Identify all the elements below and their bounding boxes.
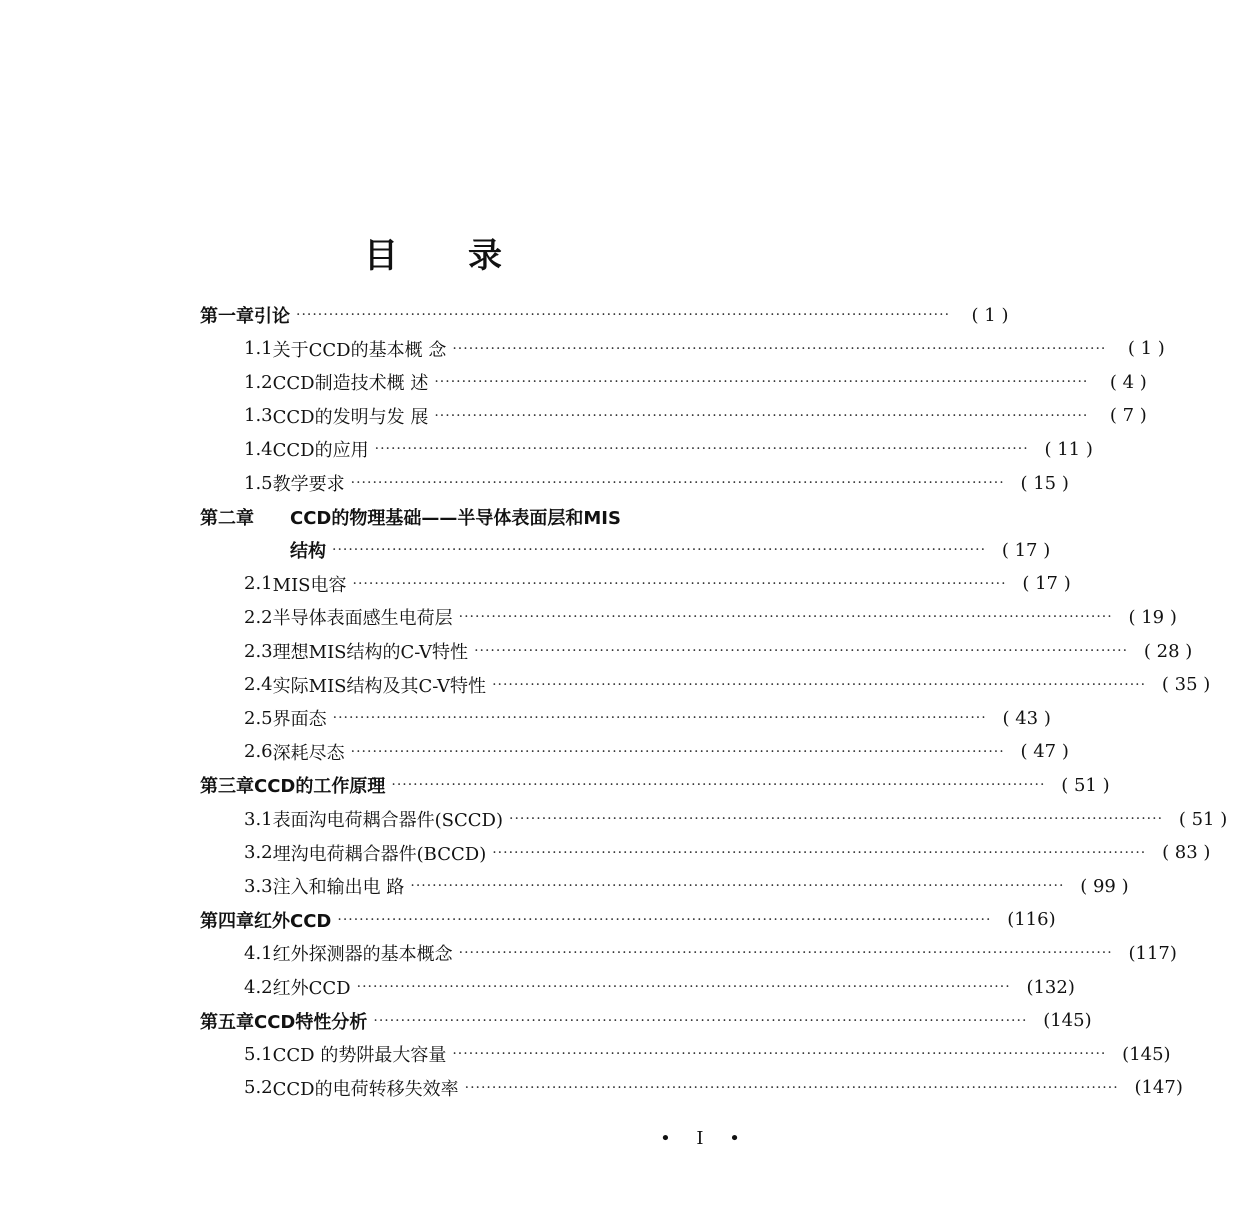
page-title [0,228,868,277]
page-number: ( 35 ) [1161,674,1211,696]
chapter-title: CCD的工作原理 [254,776,386,798]
chapter-number: 第三章 [200,776,254,798]
section-number: 2.6 [244,741,273,763]
section-title: CCD的电荷转移失效率 [272,1078,459,1100]
toc-chapter-row [200,502,760,532]
dot-leader: ························································································································ [332,710,987,727]
chapter-number: 第二章 [200,507,254,529]
chapter-number: 第五章 [200,1011,254,1033]
section-title: MIS电容 [272,574,347,596]
chapter-title: 引论 [254,306,290,327]
toc-section-row [200,838,1211,868]
toc-section-row [200,334,1165,364]
section-title: CCD制造技术概 述 [272,373,429,395]
page-number: ( 19 ) [1128,606,1177,628]
section-number: 5.2 [244,1077,273,1099]
dot-leader: ························································································································ [492,676,1147,693]
toc-section-row [200,367,1147,397]
section-title: 界面态 [272,709,327,731]
chapter-number: 第四章 [200,910,254,932]
dot-leader: ························································································································ [373,1012,1028,1029]
section-title: 注入和输出电 路 [272,877,405,899]
section-number: 3.2 [244,842,273,864]
page-number: (116) [1007,909,1056,931]
page-folio: • I • [660,1128,750,1149]
toc-chapter-row [200,300,1009,330]
dot-leader: ························································································································ [352,575,1007,592]
toc-section-row [200,703,1051,733]
dot-leader: ························································································································ [474,643,1129,659]
dot-leader: ························································································································ [350,743,1005,760]
chapter-title: CCD特性分析 [254,1011,368,1033]
section-number: 2.3 [244,640,273,662]
page-number: ( 28 ) [1143,640,1193,662]
section-title: 红外探测器的基本概念 [272,944,453,966]
dot-leader: ························································································································ [410,878,1065,895]
page-number: ( 15 ) [1020,472,1069,494]
dot-leader: ························································································································ [374,441,1029,458]
page-number: ( 51 ) [1061,774,1110,796]
section-number: 3.3 [244,875,273,897]
toc-section-row [200,972,1075,1002]
dot-leader: ························································································································ [434,374,1089,391]
section-number: 1.5 [244,472,273,494]
dot-leader: ························································································································ [332,542,987,559]
page-number: (147) [1134,1077,1183,1099]
page-number: ( 17 ) [1001,539,1051,561]
toc-chapter-row [200,1006,1092,1036]
section-number: 4.1 [244,942,273,964]
section-title: 深耗尽态 [272,742,345,764]
section-title: CCD的发明与发 展 [272,406,429,428]
toc-chapter-row [200,905,1056,935]
section-title: 实际MIS结构及其C-V特性 [272,675,487,697]
page-number: ( 4 ) [1109,371,1147,393]
page-number: ( 83 ) [1162,842,1211,864]
section-number: 3.1 [244,808,273,830]
toc-section-row [200,569,1071,599]
toc-section-row [200,1073,1183,1103]
toc-chapter-row [200,770,1110,800]
section-number: 2.5 [244,707,273,729]
section-title: 关于CCD的基本概 念 [272,339,447,361]
chapter-title: 结构 [290,541,326,563]
section-title: CCD 的势阱最大容量 [272,1045,447,1067]
page-number: ( 1 ) [1127,338,1165,360]
section-title: 红外CCD [272,978,351,999]
section-title: 教学要求 [272,474,345,495]
page-number: (145) [1122,1043,1171,1065]
toc-section-row [200,871,1129,901]
section-title: 表面沟电荷耦合器件(SCCD) [272,810,503,831]
page-number: (145) [1043,1010,1092,1032]
toc-section-row [200,602,1177,632]
page-number: ( 1 ) [971,304,1009,326]
toc-section-row [200,670,1211,700]
toc-chapter-row [200,535,1051,565]
page-number: ( 99 ) [1080,875,1129,897]
section-number: 4.2 [244,976,273,998]
section-title: 埋沟电荷耦合器件(BCCD) [272,843,487,865]
section-number: 1.2 [244,371,273,393]
section-number: 5.1 [244,1043,273,1065]
chapter-title: 红外CCD [254,910,332,932]
section-number: 1.3 [244,405,273,427]
page-number: ( 47 ) [1020,741,1069,763]
section-number: 2.1 [244,573,273,595]
page-number: ( 11 ) [1044,438,1093,460]
chapter-title: CCD的物理基础——半导体表面层和MIS [290,507,621,529]
dot-leader: ························································································································ [458,609,1113,626]
dot-leader: ························································································································ [509,811,1164,827]
toc-section-row [200,401,1147,431]
dot-leader: ························································································································ [458,945,1113,962]
page-number: ( 17 ) [1022,573,1071,595]
dot-leader: ························································································································ [452,1046,1107,1063]
dot-leader: ························································································································ [452,340,1107,357]
dot-leader: ························································································································ [434,407,1089,424]
dot-leader: ························································································································ [350,475,1005,491]
title-char-1: 目 [364,236,400,276]
section-number: 1.1 [244,338,273,360]
section-number: 1.4 [244,438,273,460]
page-number: ( 7 ) [1109,405,1147,427]
chapter-number: 第一章 [200,306,254,327]
dot-leader: ························································································································ [356,979,1011,995]
toc-section-row [200,804,1228,834]
page-number: ( 43 ) [1002,707,1051,729]
toc-section-row [200,1039,1171,1069]
toc-section-row [200,636,1193,666]
section-number: 2.2 [244,606,273,628]
dot-leader: ························································································································ [391,777,1046,794]
dot-leader: ························································································································ [464,1079,1119,1096]
toc-section-row [200,737,1069,767]
dot-leader: ························································································································ [492,844,1147,861]
page-number: ( 51 ) [1178,808,1228,830]
section-title: 理想MIS结构的C-V特性 [272,642,469,663]
page-number: (132) [1026,976,1075,998]
page-number: (117) [1128,942,1177,964]
section-title: 半导体表面感生电荷层 [272,608,453,630]
toc-section-row [200,434,1093,464]
section-title: CCD的应用 [272,440,369,462]
title-char-2: 录 [468,236,504,276]
toc-section-row [200,938,1177,968]
dot-leader: ························································································································ [337,911,992,928]
section-number: 2.4 [244,674,273,696]
toc-section-row [200,468,1069,498]
dot-leader: ························································································································ [296,307,951,323]
